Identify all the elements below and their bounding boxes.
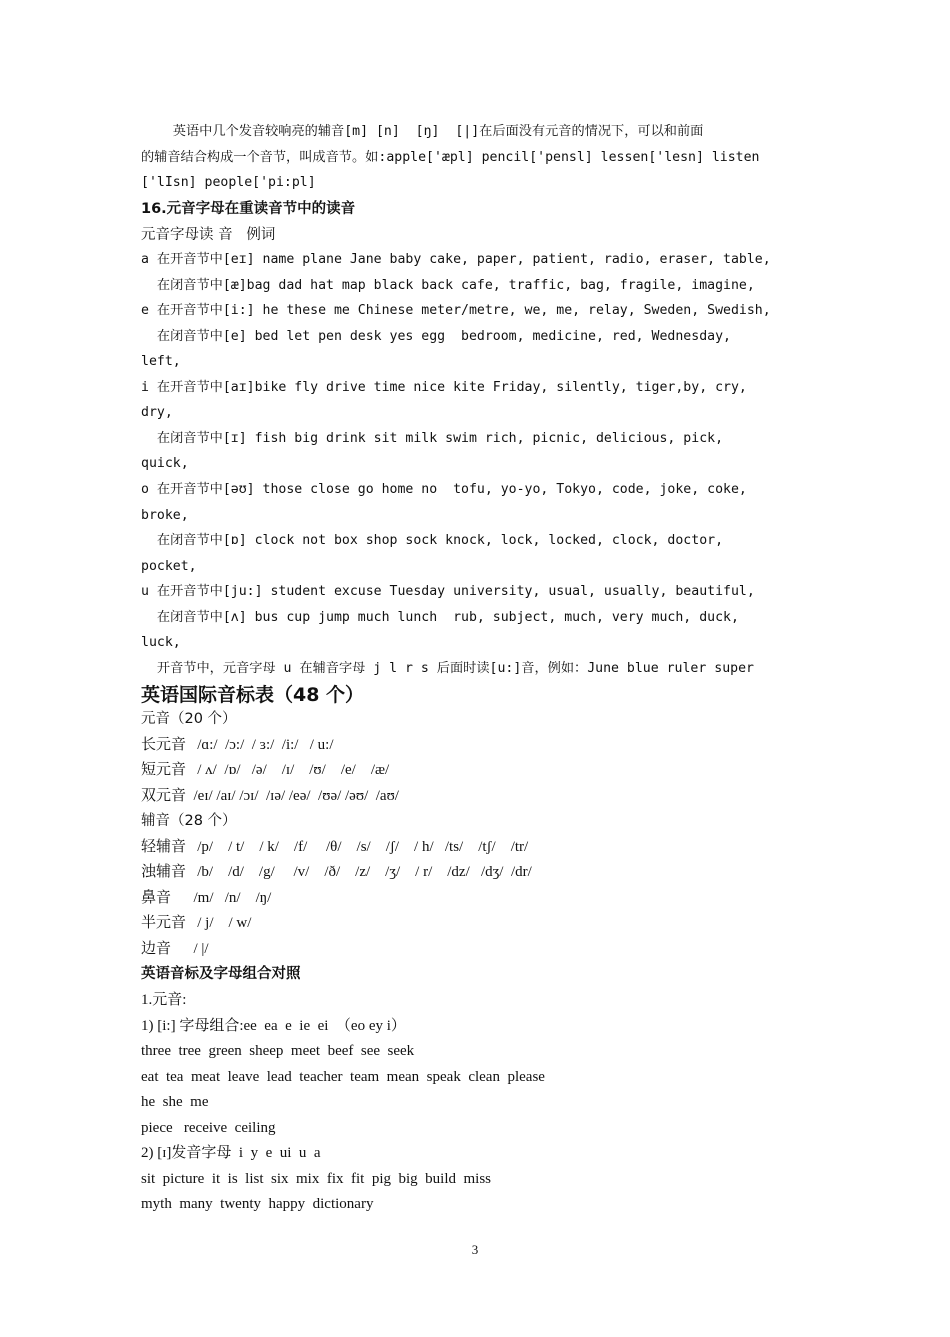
vowel-row: 在闭音节中[ʌ] bus cup jump much lunch rub, subject, much, very much, duck, bbox=[141, 610, 739, 625]
long-vowels-row: 长元音 /ɑ:/ /ɔ:/ / ɜ:/ /i:/ / u:/ bbox=[141, 737, 334, 753]
vowel-row: 在闭音节中[ɪ] fish big drink sit milk swim rich, picnic, delicious, pick, bbox=[141, 431, 724, 446]
word-line: he she me bbox=[141, 1094, 209, 1110]
diphthongs-row: 双元音 /eɪ/ /aɪ/ /ɔɪ/ /ɪə/ /eə/ /ʊə/ /əʊ/ /aʊ/ bbox=[141, 788, 399, 804]
lateral-row: 边音 / |/ bbox=[141, 941, 209, 957]
intro-line-3: ['lIsn] people['pi:pl] bbox=[141, 175, 316, 190]
vowel-row: 在闭音节中[æ]bag dad hat map black back cafe, traffic, bag, fragile, imagine, bbox=[141, 278, 755, 293]
word-line: eat tea meat leave lead teacher team mean speak clean please bbox=[141, 1069, 545, 1085]
vowel-row: luck, bbox=[141, 635, 181, 650]
semivowel-row: 半元音 / j/ / w/ bbox=[141, 915, 252, 931]
vowel-row: i 在开音节中[aɪ]bike fly drive time nice kite Friday, silently, tiger,by, cry, bbox=[141, 380, 747, 395]
vowel-row: left, bbox=[141, 354, 181, 369]
vowel-row: a 在开音节中[eɪ] name plane Jane baby cake, paper, patient, radio, eraser, table, bbox=[141, 252, 771, 267]
vowel-row: e 在开音节中[i:] he these me Chinese meter/metre, we, me, relay, Sweden, Swedish, bbox=[141, 303, 771, 318]
short-vowels-row: 短元音 / ʌ/ /ɒ/ /ə/ /ɪ/ /ʊ/ /e/ /æ/ bbox=[141, 762, 390, 778]
vowel-section-title: 1.元音: bbox=[141, 992, 187, 1008]
nasal-row: 鼻音 /m/ /n/ /ŋ/ bbox=[141, 890, 272, 906]
comparison-heading: 英语音标及字母组合对照 bbox=[141, 966, 301, 982]
vowels-title: 元音（20 个） bbox=[141, 711, 237, 727]
section-16-heading: 16.元音字母在重读音节中的读音 bbox=[141, 201, 356, 217]
page-number: 3 bbox=[471, 1242, 479, 1257]
word-line: three tree green sheep meet beef see seek bbox=[141, 1043, 415, 1059]
word-line: myth many twenty happy dictionary bbox=[141, 1196, 374, 1212]
vowel-row: 开音节中，元音字母 u 在辅音字母 j l r s 后面时读[u:]音，例如：June blue ruler super bbox=[141, 661, 754, 676]
vowel-row: u 在开音节中[ju:] student excuse Tuesday university, usual, usually, beautiful, bbox=[141, 584, 755, 599]
intro-line-2: 的辅音结合构成一个音节，叫成音节。如:apple['æpl] pencil['pensl] lessen['lesn] listen bbox=[141, 150, 760, 165]
consonants-title: 辅音（28 个） bbox=[141, 813, 237, 829]
item-1-title: 1) [i:] 字母组合:ee ea e ie ei （eo ey i） bbox=[141, 1018, 406, 1034]
voiced-consonants-row: 浊辅音 /b/ /d/ /g/ /v/ /ð/ /z/ /ʒ/ / r/ /dz/ /dʒ/ /dr/ bbox=[141, 864, 532, 880]
word-line: piece receive ceiling bbox=[141, 1120, 276, 1136]
vowel-row: 在闭音节中[e] bed let pen desk yes egg bedroom, medicine, red, Wednesday, bbox=[141, 329, 731, 344]
section-16-table-header: 元音字母读 音 例词 bbox=[141, 227, 276, 243]
voiceless-consonants-row: 轻辅音 /p/ / t/ / k/ /f/ /θ/ /s/ /ʃ/ / h/ /ts/ /tʃ/ /tr/ bbox=[141, 839, 529, 855]
vowel-row: quick, bbox=[141, 456, 189, 471]
word-line: sit picture it is list six mix fix fit pig big build miss bbox=[141, 1171, 492, 1187]
intro-line-1: 英语中几个发音较响亮的辅音[m] [n] [ŋ] [|]在后面没有元音的情况下，可以和前面 bbox=[141, 124, 704, 139]
vowel-row: dry, bbox=[141, 405, 173, 420]
vowel-row: 在闭音节中[ɒ] clock not box shop sock knock, lock, locked, clock, doctor, bbox=[141, 533, 724, 548]
ipa-table-heading: 英语国际音标表（48 个） bbox=[141, 684, 365, 706]
vowel-row: broke, bbox=[141, 508, 189, 523]
vowel-row: pocket, bbox=[141, 559, 197, 574]
item-2-title: 2) [ɪ]发音字母 i y e ui u a bbox=[141, 1145, 321, 1161]
vowel-row: o 在开音节中[əʊ] those close go home no tofu, yo-yo, Tokyo, code, joke, coke, bbox=[141, 482, 747, 497]
